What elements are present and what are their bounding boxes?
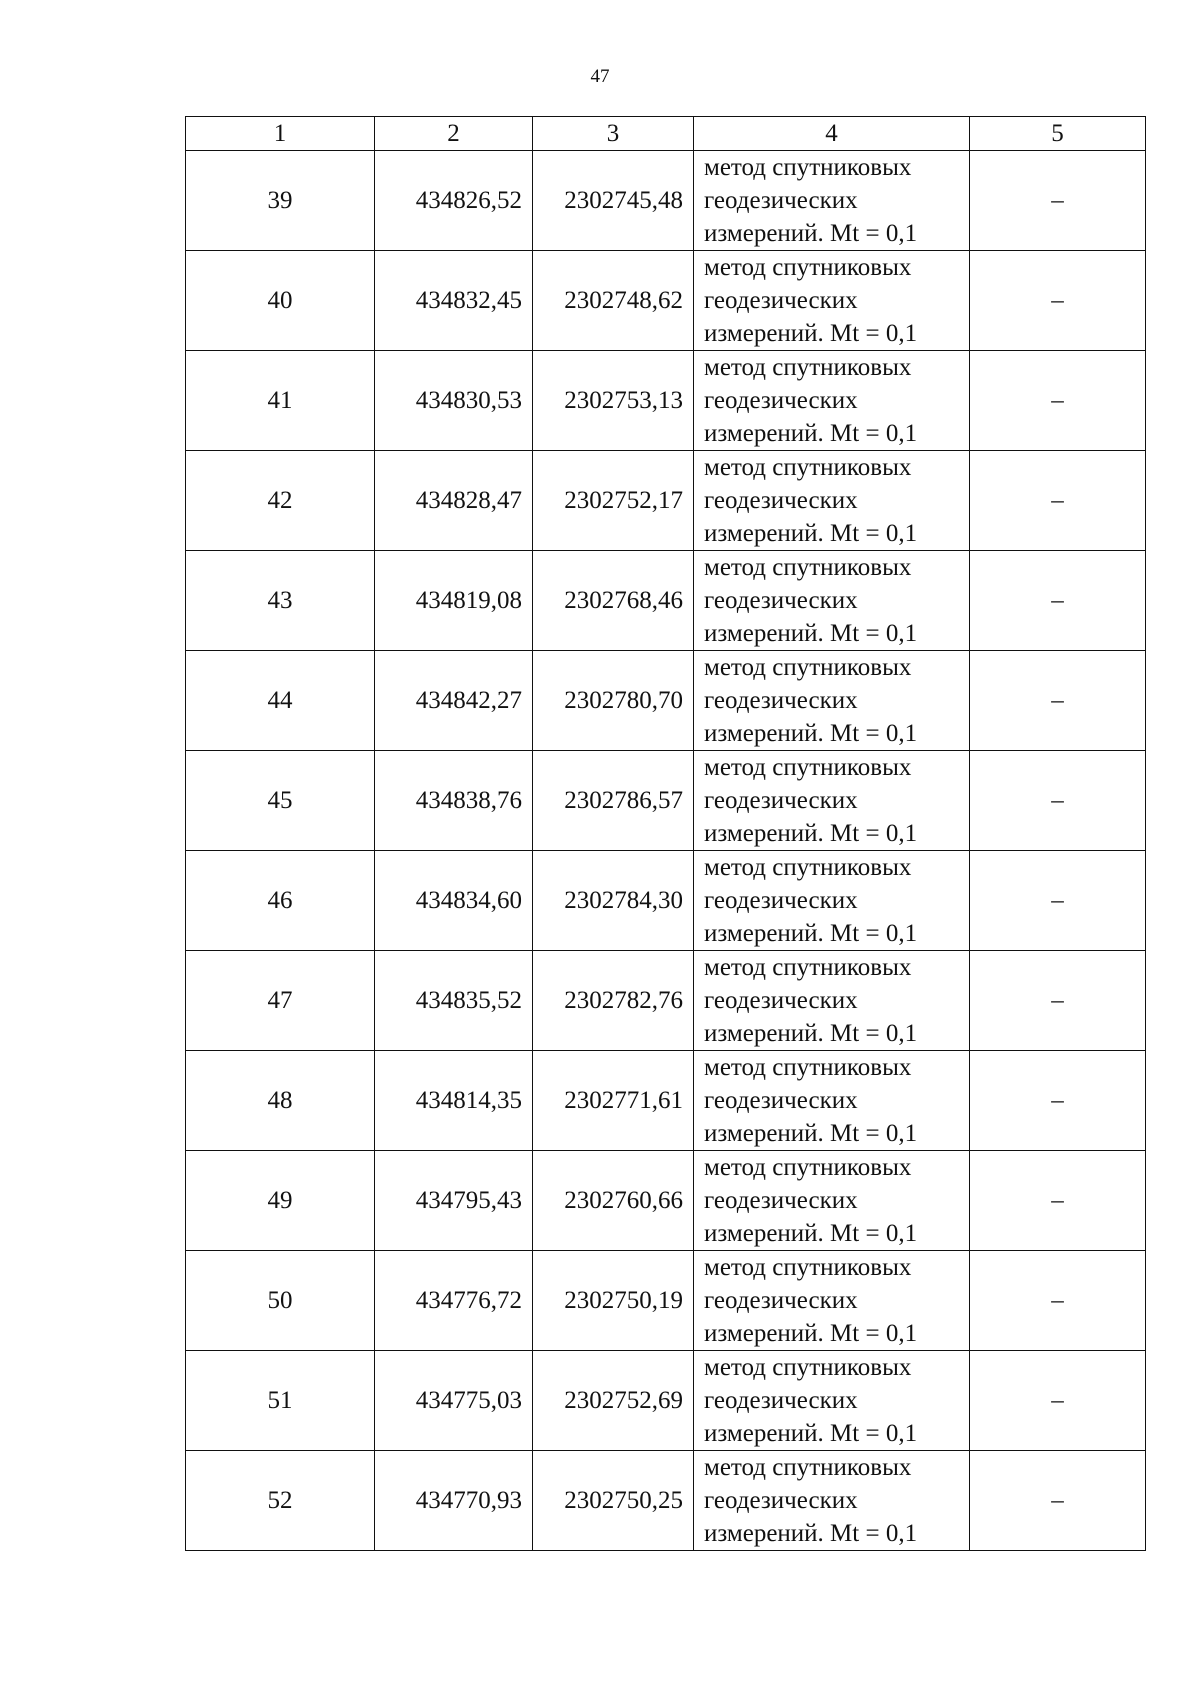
table-row — [186, 1351, 1146, 1451]
x-coordinate-cell: 434835,52 — [375, 951, 533, 1051]
point-number-cell: 46 — [186, 851, 375, 951]
method-line: измерений. Mt = 0,1 — [704, 320, 918, 347]
column-header: 2 — [375, 117, 533, 151]
method-line: геодезических — [704, 1287, 858, 1314]
point-number-cell: 39 — [186, 151, 375, 251]
column-header: 4 — [694, 117, 970, 151]
method-line: измерений. Mt = 0,1 — [704, 1520, 918, 1547]
x-coordinate-cell: 434819,08 — [375, 551, 533, 651]
y-coordinate-cell: 2302782,76 — [533, 951, 694, 1051]
note-cell: – — [970, 851, 1146, 951]
method-cell — [694, 151, 970, 251]
x-coordinate-cell: 434826,52 — [375, 151, 533, 251]
method-line: геодезических — [704, 487, 858, 514]
note-cell: – — [970, 1151, 1146, 1251]
table-row — [186, 751, 1146, 851]
table-header-row — [186, 117, 1146, 151]
method-line: метод спутниковых — [704, 1154, 912, 1181]
method-cell — [694, 651, 970, 751]
y-coordinate-cell: 2302752,69 — [533, 1351, 694, 1451]
method-line: метод спутниковых — [704, 954, 912, 981]
point-number-cell: 51 — [186, 1351, 375, 1451]
method-cell — [694, 251, 970, 351]
y-coordinate-cell: 2302750,19 — [533, 1251, 694, 1351]
note-cell: – — [970, 151, 1146, 251]
method-line: измерений. Mt = 0,1 — [704, 720, 918, 747]
x-coordinate-cell: 434814,35 — [375, 1051, 533, 1151]
method-line: геодезических — [704, 887, 858, 914]
method-line: метод спутниковых — [704, 854, 912, 881]
method-line: геодезических — [704, 387, 858, 414]
method-line: геодезических — [704, 1187, 858, 1214]
y-coordinate-cell: 2302784,30 — [533, 851, 694, 951]
table-row — [186, 651, 1146, 751]
x-coordinate-cell: 434830,53 — [375, 351, 533, 451]
coordinates-table — [185, 116, 1146, 1551]
y-coordinate-cell: 2302771,61 — [533, 1051, 694, 1151]
method-cell — [694, 1351, 970, 1451]
point-number-cell: 41 — [186, 351, 375, 451]
method-line: метод спутниковых — [704, 1254, 912, 1281]
note-cell: – — [970, 751, 1146, 851]
table-row — [186, 151, 1146, 251]
point-number-cell: 52 — [186, 1451, 375, 1551]
x-coordinate-cell: 434770,93 — [375, 1451, 533, 1551]
x-coordinate-cell: 434838,76 — [375, 751, 533, 851]
y-coordinate-cell: 2302753,13 — [533, 351, 694, 451]
method-line: измерений. Mt = 0,1 — [704, 1020, 918, 1047]
note-cell: – — [970, 1251, 1146, 1351]
method-cell — [694, 351, 970, 451]
table-row — [186, 1151, 1146, 1251]
method-cell — [694, 451, 970, 551]
x-coordinate-cell: 434828,47 — [375, 451, 533, 551]
method-cell — [694, 851, 970, 951]
y-coordinate-cell: 2302750,25 — [533, 1451, 694, 1551]
note-cell: – — [970, 651, 1146, 751]
method-line: геодезических — [704, 587, 858, 614]
note-cell: – — [970, 351, 1146, 451]
note-cell: – — [970, 551, 1146, 651]
point-number-cell: 44 — [186, 651, 375, 751]
point-number-cell: 43 — [186, 551, 375, 651]
point-number-cell: 45 — [186, 751, 375, 851]
column-header: 3 — [533, 117, 694, 151]
point-number-cell: 48 — [186, 1051, 375, 1151]
method-line: метод спутниковых — [704, 254, 912, 281]
table-row — [186, 951, 1146, 1051]
point-number-cell: 42 — [186, 451, 375, 551]
method-line: метод спутниковых — [704, 454, 912, 481]
point-number-cell: 49 — [186, 1151, 375, 1251]
note-cell: – — [970, 951, 1146, 1051]
column-header: 5 — [970, 117, 1146, 151]
x-coordinate-cell: 434832,45 — [375, 251, 533, 351]
method-line: геодезических — [704, 187, 858, 214]
x-coordinate-cell: 434775,03 — [375, 1351, 533, 1451]
point-number-cell: 50 — [186, 1251, 375, 1351]
method-line: геодезических — [704, 1487, 858, 1514]
method-line: метод спутниковых — [704, 1354, 912, 1381]
table-row — [186, 451, 1146, 551]
table-row — [186, 351, 1146, 451]
method-line: геодезических — [704, 1387, 858, 1414]
table-row — [186, 1051, 1146, 1151]
x-coordinate-cell: 434834,60 — [375, 851, 533, 951]
note-cell: – — [970, 1051, 1146, 1151]
table-row — [186, 1451, 1146, 1551]
note-cell: – — [970, 251, 1146, 351]
method-line: геодезических — [704, 1087, 858, 1114]
note-cell: – — [970, 1451, 1146, 1551]
table-row — [186, 251, 1146, 351]
point-number-cell: 47 — [186, 951, 375, 1051]
method-line: измерений. Mt = 0,1 — [704, 1120, 918, 1147]
method-line: измерений. Mt = 0,1 — [704, 420, 918, 447]
method-cell — [694, 951, 970, 1051]
method-line: метод спутниковых — [704, 1454, 912, 1481]
method-line: геодезических — [704, 287, 858, 314]
method-line: измерений. Mt = 0,1 — [704, 1320, 918, 1347]
y-coordinate-cell: 2302745,48 — [533, 151, 694, 251]
method-line: измерений. Mt = 0,1 — [704, 1420, 918, 1447]
method-cell — [694, 1051, 970, 1151]
method-line: измерений. Mt = 0,1 — [704, 820, 918, 847]
y-coordinate-cell: 2302786,57 — [533, 751, 694, 851]
method-line: измерений. Mt = 0,1 — [704, 1220, 918, 1247]
y-coordinate-cell: 2302780,70 — [533, 651, 694, 751]
method-cell — [694, 551, 970, 651]
method-line: измерений. Mt = 0,1 — [704, 620, 918, 647]
note-cell: – — [970, 451, 1146, 551]
point-number-cell: 40 — [186, 251, 375, 351]
y-coordinate-cell: 2302748,62 — [533, 251, 694, 351]
note-cell: – — [970, 1351, 1146, 1451]
method-line: геодезических — [704, 787, 858, 814]
table-body — [186, 151, 1146, 1551]
x-coordinate-cell: 434776,72 — [375, 1251, 533, 1351]
method-line: метод спутниковых — [704, 554, 912, 581]
method-cell — [694, 1251, 970, 1351]
method-line: измерений. Mt = 0,1 — [704, 520, 918, 547]
method-line: измерений. Mt = 0,1 — [704, 220, 918, 247]
y-coordinate-cell: 2302752,17 — [533, 451, 694, 551]
table-row — [186, 1251, 1146, 1351]
y-coordinate-cell: 2302760,66 — [533, 1151, 694, 1251]
method-line: метод спутниковых — [704, 1054, 912, 1081]
page-number: 47 — [590, 66, 610, 87]
table-row — [186, 851, 1146, 951]
x-coordinate-cell: 434795,43 — [375, 1151, 533, 1251]
table-row — [186, 551, 1146, 651]
method-line: геодезических — [704, 687, 858, 714]
method-line: метод спутниковых — [704, 654, 912, 681]
method-line: метод спутниковых — [704, 154, 912, 181]
method-line: метод спутниковых — [704, 354, 912, 381]
x-coordinate-cell: 434842,27 — [375, 651, 533, 751]
method-line: измерений. Mt = 0,1 — [704, 920, 918, 947]
method-cell — [694, 1151, 970, 1251]
method-cell — [694, 1451, 970, 1551]
method-cell — [694, 751, 970, 851]
column-header: 1 — [186, 117, 375, 151]
method-line: геодезических — [704, 987, 858, 1014]
method-line: метод спутниковых — [704, 754, 912, 781]
y-coordinate-cell: 2302768,46 — [533, 551, 694, 651]
